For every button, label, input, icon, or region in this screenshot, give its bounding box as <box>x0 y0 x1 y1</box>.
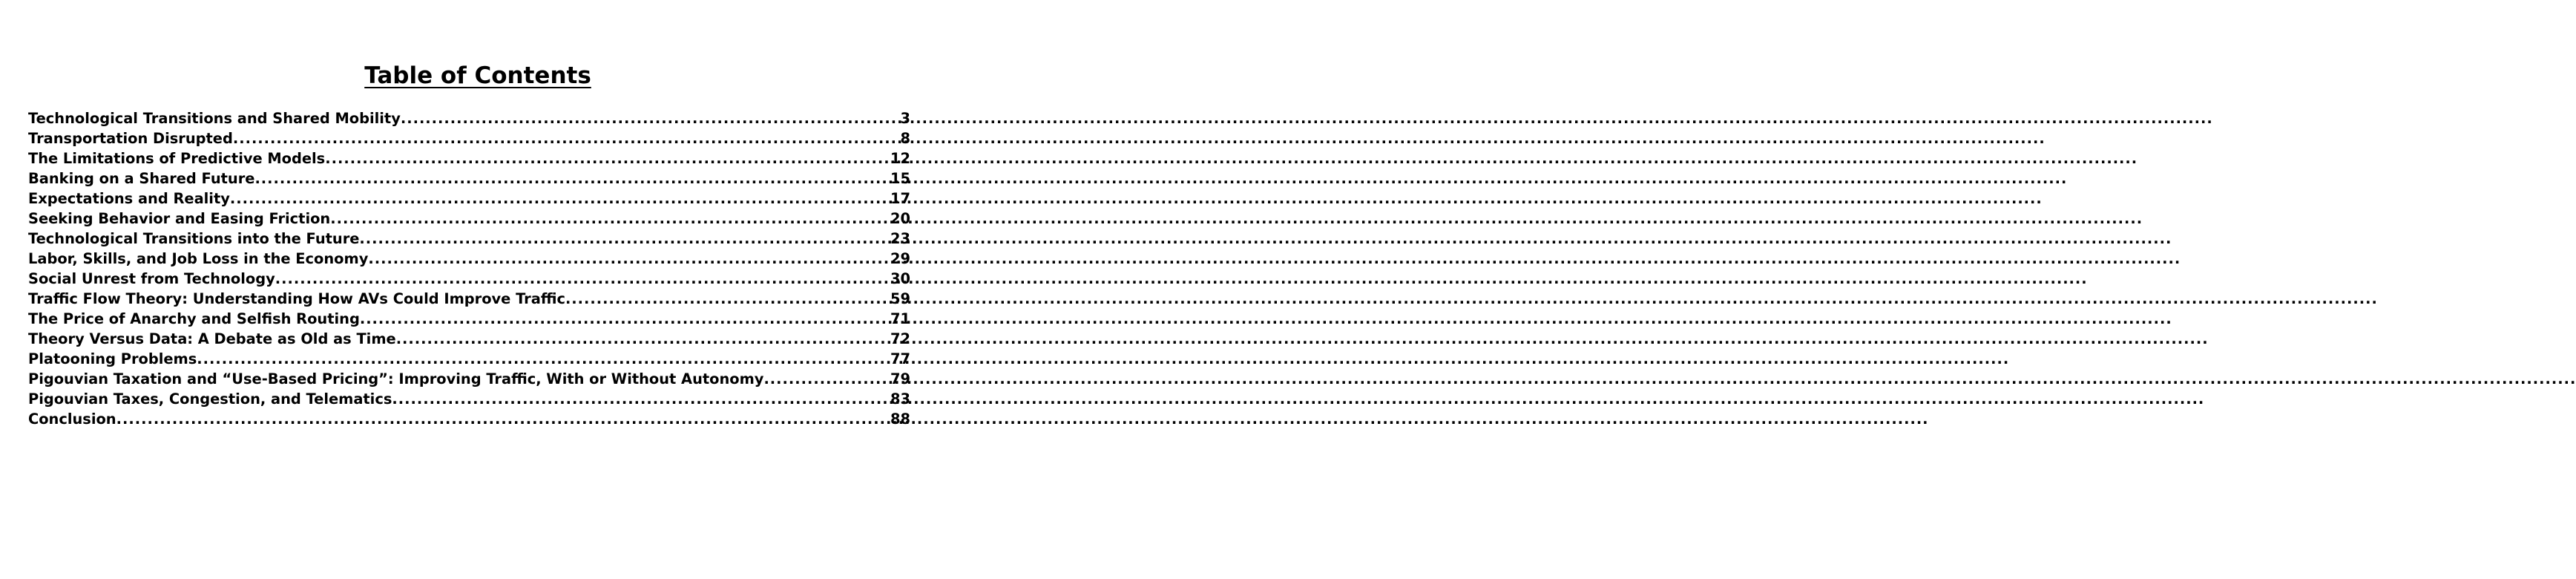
toc-entry[interactable] <box>28 128 910 148</box>
toc-entry-page-number: 3 <box>900 110 910 127</box>
toc-entry-title: Expectations and Reality <box>28 190 230 207</box>
toc-entry[interactable] <box>28 108 910 128</box>
toc-entry[interactable] <box>28 389 910 409</box>
toc-entry[interactable] <box>28 209 910 229</box>
toc-entry-title: Seeking Behavior and Easing Friction <box>28 210 331 227</box>
toc-entry-title: Social Unrest from Technology <box>28 270 275 287</box>
toc-dot-leader <box>763 369 890 389</box>
toc-entry-title: Platooning Problems <box>28 350 197 367</box>
toc-entry-page-number: 71 <box>890 310 910 327</box>
toc-dot-leader <box>396 329 890 349</box>
toc-entry[interactable] <box>28 369 910 389</box>
toc-dot-leader <box>233 128 900 148</box>
toc-entry[interactable] <box>28 229 910 249</box>
toc-entry[interactable] <box>28 189 910 209</box>
toc-dot-leader <box>565 289 890 309</box>
toc-entry-title: Technological Transitions and Shared Mobility <box>28 110 401 127</box>
toc-entry[interactable] <box>28 309 910 329</box>
toc-dot-leader <box>401 108 900 128</box>
toc-dot-leader <box>392 389 890 409</box>
toc-entry-title: Traffic Flow Theory: Understanding How AVs Could Improve Traffic <box>28 290 565 307</box>
toc-entry-page-number: 79 <box>890 370 910 387</box>
toc-entry-title: Conclusion <box>28 410 116 428</box>
toc-entry-page-number: 20 <box>890 210 910 227</box>
document-page <box>0 0 956 579</box>
toc-entry-title: Pigouvian Taxes, Congestion, and Telematics <box>28 390 392 408</box>
toc-dot-leader <box>116 409 890 429</box>
toc-entry[interactable] <box>28 289 910 309</box>
toc-entry[interactable] <box>28 249 910 269</box>
toc-dot-leader <box>230 189 890 209</box>
toc-dot-leader <box>275 269 890 289</box>
toc-entry-page-number: 12 <box>890 150 910 167</box>
toc-dot-leader <box>368 249 890 269</box>
toc-entry-title: Theory Versus Data: A Debate as Old as Time <box>28 330 396 347</box>
toc-dot-leader <box>254 169 890 189</box>
toc-entry-title: The Price of Anarchy and Selfish Routing <box>28 310 360 327</box>
toc-entry-page-number: 8 <box>900 130 910 147</box>
toc-entry[interactable] <box>28 329 910 349</box>
toc-entry-page-number: 30 <box>890 270 910 287</box>
toc-entry-page-number: 83 <box>890 390 910 408</box>
toc-entry-page-number: 72 <box>890 330 910 347</box>
toc-entry-title: Pigouvian Taxation and “Use-Based Pricing”: Improving Traffic, With or Without Autonomy <box>28 370 764 387</box>
toc-dot-leader <box>359 229 890 249</box>
toc-dot-leader <box>360 309 890 329</box>
toc-entry-page-number: 29 <box>890 250 910 267</box>
toc-entry[interactable] <box>28 409 910 429</box>
toc-entry-page-number: 15 <box>890 170 910 187</box>
toc-dot-leader <box>330 209 890 229</box>
toc-entry-title: Banking on a Shared Future <box>28 170 255 187</box>
toc-entry-page-number: 17 <box>890 190 910 207</box>
toc-list <box>28 108 910 429</box>
toc-entry[interactable] <box>28 148 910 169</box>
toc-entry[interactable] <box>28 169 910 189</box>
toc-entry-page-number: 59 <box>890 290 910 307</box>
toc-entry-title: Labor, Skills, and Job Loss in the Economy <box>28 250 369 267</box>
toc-entry-title: The Limitations of Predictive Models <box>28 150 326 167</box>
page-title <box>0 61 956 91</box>
toc-entry-page-number: 77 <box>890 350 910 367</box>
toc-entry[interactable] <box>28 269 910 289</box>
toc-dot-leader <box>197 349 890 369</box>
toc-entry[interactable] <box>28 349 910 369</box>
toc-entry-title: Transportation Disrupted <box>28 130 233 147</box>
toc-entry-title: Technological Transitions into the Future <box>28 230 360 247</box>
toc-entry-page-number: 23 <box>890 230 910 247</box>
toc-dot-leader <box>325 148 890 169</box>
toc-entry-page-number: 88 <box>890 410 910 428</box>
page-title-text: Table of Contents <box>364 62 591 89</box>
